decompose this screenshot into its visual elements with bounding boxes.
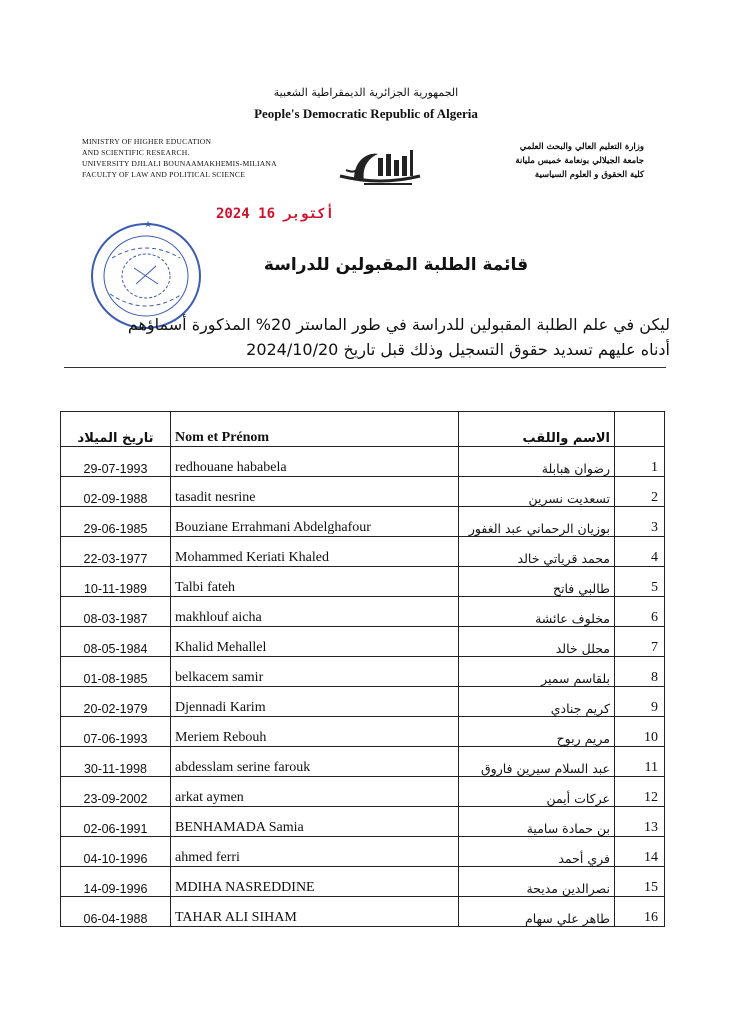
table-row <box>61 747 665 777</box>
name-latin-cell: MDIHA NASREDDINE <box>171 867 459 897</box>
name-latin-cell: abdesslam serine farouk <box>171 747 459 777</box>
right-line: جامعة الجيلالي بونعامة خميس مليانة <box>515 156 644 166</box>
name-arabic-cell: طالبي فاتح <box>459 567 615 597</box>
left-line: FACULTY OF LAW AND POLITICAL SCIENCE <box>82 170 246 179</box>
name-latin-cell: BENHAMADA Samia <box>171 807 459 837</box>
name-arabic-cell: مخلوف عائشة <box>459 597 615 627</box>
birth-date-cell: 01-08-1985 <box>61 657 171 687</box>
header-birth-date: تاريخ الميلاد <box>61 412 171 447</box>
left-institution-block <box>82 136 277 180</box>
table-header-row <box>61 412 665 447</box>
birth-date-cell: 04-10-1996 <box>61 837 171 867</box>
table-row <box>61 687 665 717</box>
table-row <box>61 477 665 507</box>
name-arabic-cell: طاهر علي سهام <box>459 897 615 927</box>
row-number-cell: 2 <box>615 477 665 507</box>
row-number-cell: 7 <box>615 627 665 657</box>
name-latin-cell: redhouane hababela <box>171 447 459 477</box>
row-number-cell: 14 <box>615 837 665 867</box>
name-latin-cell: ahmed ferri <box>171 837 459 867</box>
name-latin-cell: tasadit nesrine <box>171 477 459 507</box>
admission-notice <box>50 312 670 362</box>
date-stamp: 2024 أكتوبر 16 <box>216 206 335 222</box>
table-row <box>61 597 665 627</box>
table-row <box>61 657 665 687</box>
admitted-students-table <box>60 411 665 927</box>
name-arabic-cell: بوزيان الرحماني عبد الغفور <box>459 507 615 537</box>
table-row <box>61 837 665 867</box>
name-arabic-cell: فري أحمد <box>459 837 615 867</box>
left-line: UNIVERSITY DJILALI BOUNAAMAKHEMIS-MILIANA <box>82 159 277 168</box>
birth-date-cell: 20-02-1979 <box>61 687 171 717</box>
table-row <box>61 627 665 657</box>
name-arabic-cell: تسعديت نسرين <box>459 477 615 507</box>
table-row <box>61 567 665 597</box>
table-row <box>61 897 665 927</box>
english-republic-heading: People's Democratic Republic of Algeria <box>254 106 478 121</box>
name-latin-cell: Meriem Rebouh <box>171 717 459 747</box>
notice-line-2: أدناه عليهم تسديد حقوق التسجيل وذلك قبل تاريخ 2024/10/20 <box>246 340 670 359</box>
name-latin-cell: Khalid Mehallel <box>171 627 459 657</box>
row-number-cell: 5 <box>615 567 665 597</box>
row-number-cell: 12 <box>615 777 665 807</box>
birth-date-cell: 14-09-1996 <box>61 867 171 897</box>
name-latin-cell: Bouziane Errahmani Abdelghafour <box>171 507 459 537</box>
right-institution-block <box>515 140 644 182</box>
name-arabic-cell: محلل خالد <box>459 627 615 657</box>
right-line: كلية الحقوق و العلوم السياسية <box>534 170 644 180</box>
name-arabic-cell: رضوان هبابلة <box>459 447 615 477</box>
name-latin-cell: TAHAR ALI SIHAM <box>171 897 459 927</box>
row-number-cell: 16 <box>615 897 665 927</box>
birth-date-cell: 29-06-1985 <box>61 507 171 537</box>
name-arabic-cell: بلقاسم سمير <box>459 657 615 687</box>
name-latin-cell: makhlouf aicha <box>171 597 459 627</box>
table-row <box>61 867 665 897</box>
birth-date-cell: 06-04-1988 <box>61 897 171 927</box>
name-latin-cell: Mohammed Keriati Khaled <box>171 537 459 567</box>
birth-date-cell: 07-06-1993 <box>61 717 171 747</box>
row-number-cell: 6 <box>615 597 665 627</box>
table-row <box>61 537 665 567</box>
notice-line-1: ليكن في علم الطلبة المقبولين للدراسة في طور الماستر 20% المذكورة أسماؤهم <box>127 315 670 334</box>
birth-date-cell: 30-11-1998 <box>61 747 171 777</box>
name-arabic-cell: عركات أيمن <box>459 777 615 807</box>
row-number-cell: 9 <box>615 687 665 717</box>
left-line: AND SCIENTIFIC RESEARCH. <box>82 148 190 157</box>
name-arabic-cell: محمد قرياتي خالد <box>459 537 615 567</box>
table-row <box>61 777 665 807</box>
right-line: وزارة التعليم العالي والبحث العلمي <box>519 142 644 152</box>
name-arabic-cell: بن حمادة سامية <box>459 807 615 837</box>
row-number-cell: 4 <box>615 537 665 567</box>
document-title: قائمة الطلبة المقبولين للدراسة <box>263 255 529 275</box>
svg-text:★: ★ <box>144 220 153 230</box>
table-row <box>61 507 665 537</box>
university-logo <box>334 146 426 190</box>
birth-date-cell: 08-05-1984 <box>61 627 171 657</box>
name-arabic-cell: مريم ربوح <box>459 717 615 747</box>
left-line: MINISTRY OF HIGHER EDUCATION <box>82 137 212 146</box>
birth-date-cell: 08-03-1987 <box>61 597 171 627</box>
name-latin-cell: Talbi fateh <box>171 567 459 597</box>
header-name-latin: Nom et Prénom <box>171 412 459 447</box>
name-latin-cell: Djennadi Karim <box>171 687 459 717</box>
birth-date-cell: 22-03-1977 <box>61 537 171 567</box>
header-name-arabic: الاسم واللقب <box>459 412 615 447</box>
name-arabic-cell: كريم جنادي <box>459 687 615 717</box>
arabic-republic-heading: الجمهورية الجزائرية الديمقراطية الشعبية <box>273 86 459 99</box>
row-number-cell: 11 <box>615 747 665 777</box>
row-number-cell: 15 <box>615 867 665 897</box>
birth-date-cell: 10-11-1989 <box>61 567 171 597</box>
table-row <box>61 807 665 837</box>
table-row <box>61 447 665 477</box>
birth-date-cell: 29-07-1993 <box>61 447 171 477</box>
row-number-cell: 13 <box>615 807 665 837</box>
notice-underline <box>64 367 666 368</box>
row-number-cell: 1 <box>615 447 665 477</box>
name-arabic-cell: عبد السلام سيرين فاروق <box>459 747 615 777</box>
row-number-cell: 3 <box>615 507 665 537</box>
name-latin-cell: arkat aymen <box>171 777 459 807</box>
name-arabic-cell: نصرالدين مديحة <box>459 867 615 897</box>
row-number-cell: 8 <box>615 657 665 687</box>
name-latin-cell: belkacem samir <box>171 657 459 687</box>
table-row <box>61 717 665 747</box>
birth-date-cell: 02-09-1988 <box>61 477 171 507</box>
birth-date-cell: 23-09-2002 <box>61 777 171 807</box>
row-number-cell: 10 <box>615 717 665 747</box>
birth-date-cell: 02-06-1991 <box>61 807 171 837</box>
header-number <box>615 412 665 447</box>
